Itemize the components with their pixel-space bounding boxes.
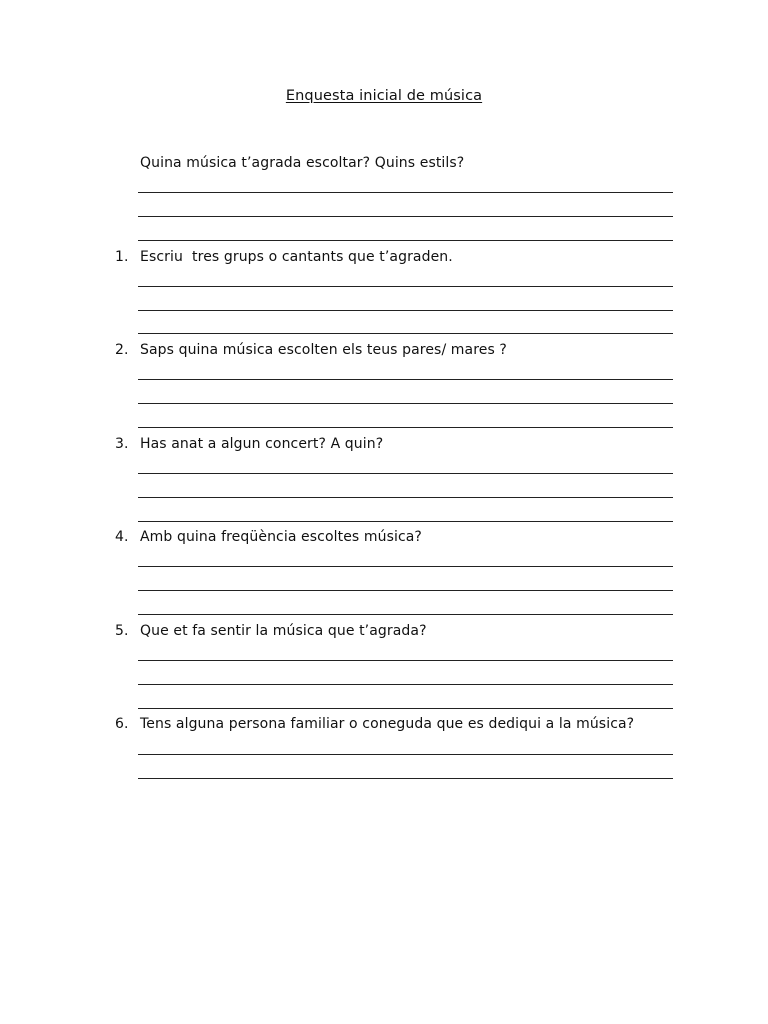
answer-line[interactable] bbox=[138, 403, 673, 404]
answer-line[interactable] bbox=[138, 684, 673, 685]
question-text: Has anat a algun concert? A quin? bbox=[140, 436, 384, 452]
answer-line[interactable] bbox=[138, 216, 673, 217]
answer-line[interactable] bbox=[138, 708, 673, 709]
question-text: Amb quina freqüència escoltes música? bbox=[140, 529, 422, 545]
answer-line[interactable] bbox=[138, 192, 673, 193]
answer-line[interactable] bbox=[138, 566, 673, 567]
question-6 bbox=[0, 716, 768, 736]
question-text: Escriu tres grups o cantants que t’agraden. bbox=[140, 249, 453, 265]
question-1 bbox=[0, 249, 768, 269]
answer-line[interactable] bbox=[138, 427, 673, 428]
question-number: 1. bbox=[115, 249, 129, 265]
question-number: 2. bbox=[115, 342, 129, 358]
answer-line[interactable] bbox=[138, 473, 673, 474]
answer-line[interactable] bbox=[138, 310, 673, 311]
answer-line[interactable] bbox=[138, 286, 673, 287]
question-text: Saps quina música escolten els teus pares/ mares ? bbox=[140, 342, 507, 358]
answer-line[interactable] bbox=[138, 590, 673, 591]
answer-line[interactable] bbox=[138, 614, 673, 615]
question-2 bbox=[0, 342, 768, 362]
answer-line[interactable] bbox=[138, 333, 673, 334]
question-intro bbox=[0, 155, 768, 175]
question-3 bbox=[0, 436, 768, 456]
question-number: 5. bbox=[115, 623, 129, 639]
answer-line[interactable] bbox=[138, 754, 673, 755]
answer-line[interactable] bbox=[138, 240, 673, 241]
answer-line[interactable] bbox=[138, 660, 673, 661]
answer-line[interactable] bbox=[138, 778, 673, 779]
question-4 bbox=[0, 529, 768, 549]
question-text: Tens alguna persona familiar o coneguda que es dediqui a la música? bbox=[140, 716, 635, 732]
answer-line[interactable] bbox=[138, 521, 673, 522]
question-number: 3. bbox=[115, 436, 129, 452]
question-text: Quina música t’agrada escoltar? Quins estils? bbox=[140, 155, 465, 171]
question-text: Que et fa sentir la música que t’agrada? bbox=[140, 623, 427, 639]
answer-line[interactable] bbox=[138, 379, 673, 380]
page-title: Enquesta inicial de música bbox=[285, 88, 483, 104]
question-number: 4. bbox=[115, 529, 129, 545]
question-5 bbox=[0, 623, 768, 643]
question-number: 6. bbox=[115, 716, 129, 732]
answer-line[interactable] bbox=[138, 497, 673, 498]
